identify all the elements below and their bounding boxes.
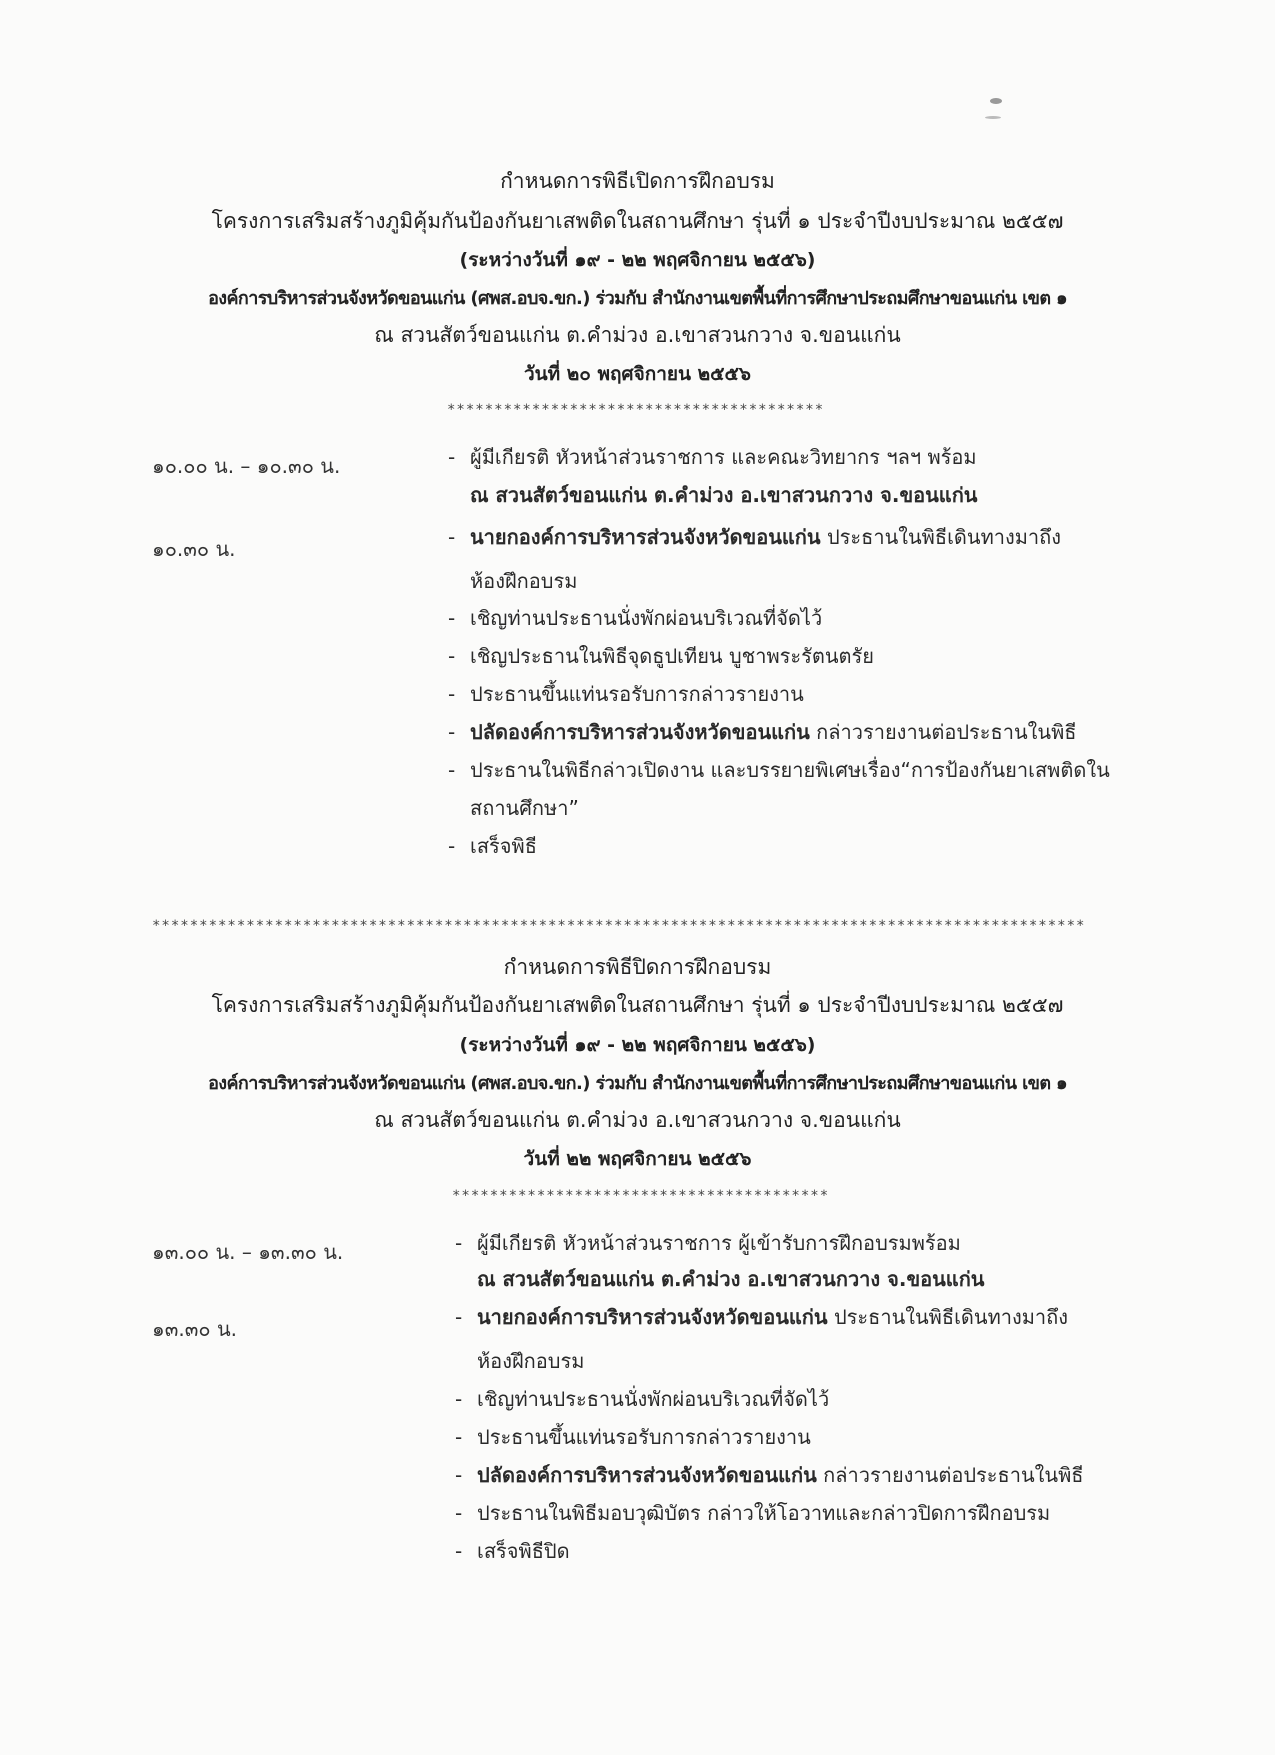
- bullet-dash: -: [448, 682, 456, 706]
- bullet-dash: -: [455, 1425, 463, 1449]
- closing-item-5-rest: กล่าวรายงานต่อประธานในพิธี: [816, 1463, 1084, 1487]
- bullet-dash: -: [448, 720, 456, 744]
- closing-time-2: ๑๓.๓๐ น.: [152, 1317, 237, 1341]
- opening-item-1: [448, 443, 977, 471]
- bullet-dash: -: [448, 445, 456, 469]
- opening-item-7-cont: สถานศึกษา”: [470, 796, 579, 820]
- opening-item-2: [448, 523, 1061, 551]
- section-separator: ***************************************************************************************************: [152, 918, 1086, 934]
- closing-item-5: [455, 1461, 1083, 1489]
- closing-project: โครงการเสริมสร้างภูมิคุ้มกันป้องกันยาเสพติดในสถานศึกษา รุ่นที่ ๑ ประจำปีงบประมาณ ๒๕๕๗: [211, 993, 1064, 1017]
- closing-item-4: [455, 1423, 811, 1451]
- opening-item-6: [448, 718, 1076, 746]
- closing-period: (ระหว่างวันที่ ๑๙ - ๒๒ พฤศจิกายน ๒๕๕๖): [459, 1034, 816, 1056]
- opening-period: (ระหว่างวันที่ ๑๙ - ๒๒ พฤศจิกายน ๒๕๕๖): [459, 249, 816, 271]
- opening-organizer: องค์การบริหารส่วนจังหวัดขอนแก่น (ศพส.อบจ.ขก.) ร่วมกับ สำนักงานเขตพื้นที่การศึกษาประถมศึกษาขอนแก่น เขต ๑: [208, 288, 1067, 309]
- bullet-dash: -: [448, 525, 456, 549]
- closing-item-7: [455, 1537, 570, 1565]
- opening-item-4-text: เชิญประธานในพิธีจุดธูปเทียน บูชาพระรัตนตรัย: [470, 644, 874, 668]
- opening-item-6-rest: กล่าวรายงานต่อประธานในพิธี: [809, 720, 1077, 744]
- closing-title: กำหนดการพิธีปิดการฝึกอบรม: [503, 955, 772, 979]
- opening-date: วันที่ ๒๐ พฤศจิกายน ๒๕๕๖: [523, 363, 751, 385]
- opening-item-4: [448, 642, 874, 670]
- opening-time-1: ๑๐.๐๐ น. – ๑๐.๓๐ น.: [152, 454, 341, 478]
- closing-item-7-text: เสร็จพิธีปิด: [477, 1539, 570, 1563]
- closing-item-1-venue: ณ สวนสัตว์ขอนแก่น ต.คำม่วง อ.เขาสวนกวาง จ.ขอนแก่น: [477, 1267, 985, 1291]
- opening-item-8-text: เสร็จพิธี: [470, 834, 537, 858]
- opening-item-2-cont: ห้องฝึกอบรม: [470, 569, 578, 593]
- opening-item-7: [448, 756, 1110, 784]
- closing-venue: ณ สวนสัตว์ขอนแก่น ต.คำม่วง อ.เขาสวนกวาง จ.ขอนแก่น: [374, 1108, 901, 1132]
- opening-venue: ณ สวนสัตว์ขอนแก่น ต.คำม่วง อ.เขาสวนกวาง จ.ขอนแก่น: [374, 323, 901, 347]
- opening-item-2-rest: ประธานในพิธีเดินทางมาถึง: [820, 525, 1062, 549]
- opening-item-5: [448, 680, 804, 708]
- opening-item-2-bold: นายกองค์การบริหารส่วนจังหวัดขอนแก่น: [470, 525, 821, 549]
- bullet-dash: -: [455, 1387, 463, 1411]
- opening-item-1-text: ผู้มีเกียรติ หัวหน้าส่วนราชการ และคณะวิทยากร ฯลฯ พร้อม: [470, 445, 977, 469]
- bullet-dash: -: [455, 1305, 463, 1329]
- opening-title: กำหนดการพิธีเปิดการฝึกอบรม: [500, 169, 775, 193]
- closing-item-4-text: ประธานขึ้นแท่นรอรับการกล่าวรายงาน: [477, 1425, 811, 1449]
- bullet-dash: -: [448, 834, 456, 858]
- closing-item-2: [455, 1303, 1068, 1331]
- closing-item-6-text: ประธานในพิธีมอบวุฒิบัตร กล่าวให้โอวาทและกล่าวปิดการฝึกอบรม: [477, 1501, 1051, 1525]
- closing-item-5-bold: ปลัดองค์การบริหารส่วนจังหวัดขอนแก่น: [477, 1463, 817, 1487]
- opening-item-5-text: ประธานขึ้นแท่นรอรับการกล่าวรายงาน: [470, 682, 804, 706]
- opening-item-7-text: ประธานในพิธีกล่าวเปิดงาน และบรรยายพิเศษเรื่อง“การป้องกันยาเสพติดใน: [470, 758, 1110, 782]
- closing-item-2-rest: ประธานในพิธีเดินทางมาถึง: [827, 1305, 1069, 1329]
- scan-speck: [985, 116, 1001, 119]
- closing-time-1: ๑๓.๐๐ น. – ๑๓.๓๐ น.: [152, 1240, 344, 1264]
- opening-time-2: ๑๐.๓๐ น.: [152, 537, 236, 561]
- closing-stars: ****************************************: [452, 1188, 830, 1204]
- closing-date: วันที่ ๒๒ พฤศจิกายน ๒๕๕๖: [523, 1148, 752, 1170]
- bullet-dash: -: [455, 1463, 463, 1487]
- opening-item-3-text: เชิญท่านประธานนั่งพักผ่อนบริเวณที่จัดไว้: [470, 606, 823, 630]
- opening-item-8: [448, 832, 537, 860]
- closing-item-1-text: ผู้มีเกียรติ หัวหน้าส่วนราชการ ผู้เข้ารับการฝึกอบรมพร้อม: [477, 1231, 961, 1255]
- opening-project: โครงการเสริมสร้างภูมิคุ้มกันป้องกันยาเสพติดในสถานศึกษา รุ่นที่ ๑ ประจำปีงบประมาณ ๒๕๕๗: [211, 209, 1064, 233]
- bullet-dash: -: [455, 1501, 463, 1525]
- opening-stars: ****************************************: [447, 402, 825, 418]
- closing-item-3-text: เชิญท่านประธานนั่งพักผ่อนบริเวณที่จัดไว้: [477, 1387, 830, 1411]
- closing-item-6: [455, 1499, 1050, 1527]
- bullet-dash: -: [448, 758, 456, 782]
- closing-item-2-bold: นายกองค์การบริหารส่วนจังหวัดขอนแก่น: [477, 1305, 828, 1329]
- bullet-dash: -: [448, 606, 456, 630]
- bullet-dash: -: [448, 644, 456, 668]
- opening-item-1-venue: ณ สวนสัตว์ขอนแก่น ต.คำม่วง อ.เขาสวนกวาง จ.ขอนแก่น: [470, 483, 978, 507]
- closing-item-2-cont: ห้องฝึกอบรม: [477, 1349, 585, 1373]
- opening-item-3: [448, 604, 822, 632]
- bullet-dash: -: [455, 1231, 463, 1255]
- closing-organizer: องค์การบริหารส่วนจังหวัดขอนแก่น (ศพส.อบจ.ขก.) ร่วมกับ สำนักงานเขตพื้นที่การศึกษาประถมศึกษาขอนแก่น เขต ๑: [208, 1073, 1067, 1094]
- closing-item-3: [455, 1385, 829, 1413]
- bullet-dash: -: [455, 1539, 463, 1563]
- opening-item-6-bold: ปลัดองค์การบริหารส่วนจังหวัดขอนแก่น: [470, 720, 810, 744]
- scan-speck: [990, 98, 1002, 104]
- closing-item-1: [455, 1229, 961, 1257]
